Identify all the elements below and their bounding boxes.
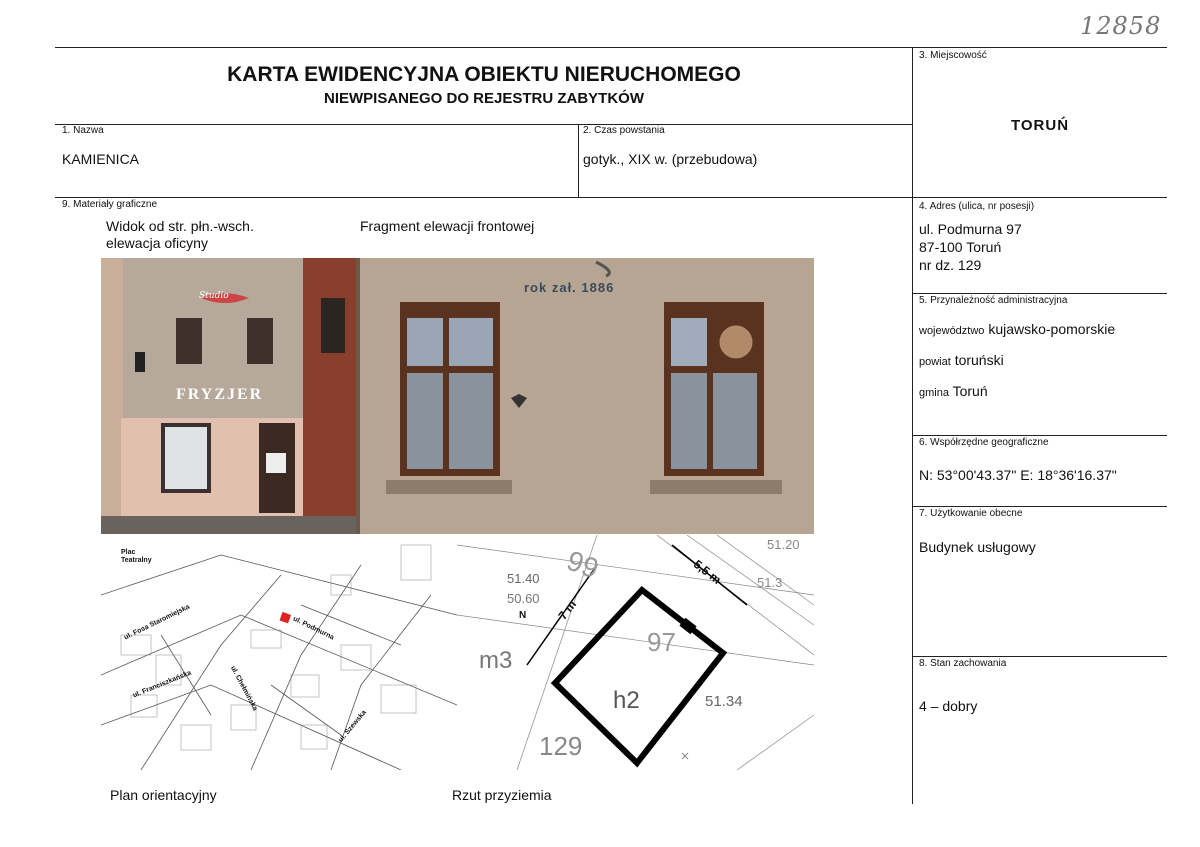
dim-7: 7 m xyxy=(555,597,580,623)
r-line-7 xyxy=(913,506,1167,507)
zone-code: m3 xyxy=(479,647,513,674)
map-place-line1: Plac xyxy=(121,549,136,556)
dim-5-5: 5,5 m xyxy=(690,557,724,587)
building-code: h2 xyxy=(613,687,640,714)
street-podmurna: ul. Podmurna xyxy=(291,615,336,642)
parcel-99: 99 xyxy=(562,544,603,585)
facade-date-text: rok zał. 1886 xyxy=(524,280,615,295)
widok-caption-line2: elewacja oficyny xyxy=(106,235,208,251)
height-5: 51.20 xyxy=(767,537,800,552)
studio-logo: Studio xyxy=(199,291,229,301)
photo-facade-side xyxy=(101,258,356,534)
stan-label: 8. Stan zachowania xyxy=(919,658,1007,669)
name-divider xyxy=(578,124,579,197)
nazwa-value: KAMIENICA xyxy=(62,151,140,167)
miejscowosc-value: TORUŃ xyxy=(1010,117,1070,134)
czas-value: gotyk., XIX w. (przebudowa) xyxy=(583,151,758,167)
r-line-5 xyxy=(913,293,1167,294)
north-arrow: N xyxy=(519,610,527,621)
shop-sign: FRYZJER xyxy=(176,386,264,403)
wojewodztwo-value: kujawsko-pomorskie xyxy=(988,321,1116,337)
map-drawing xyxy=(101,535,457,770)
r-line-6 xyxy=(913,435,1167,436)
top-border xyxy=(55,47,1167,48)
widok-caption xyxy=(106,218,254,252)
adres-label: 4. Adres (ulica, nr posesji) xyxy=(919,201,1035,212)
map-place-label xyxy=(121,549,152,565)
r-line-8 xyxy=(913,656,1167,657)
przynaleznosc-label: 5. Przynależność administracyjna xyxy=(919,295,1068,306)
plan-caption: Plan orientacyjny xyxy=(110,787,217,803)
uzytkowanie-label: 7. Użytkowanie obecne xyxy=(919,508,1023,519)
document-title: KARTA EWIDENCYJNA OBIEKTU NIERUCHOMEGO xyxy=(227,63,741,86)
wojewodztwo-row xyxy=(919,321,1115,337)
document-subtitle: NIEWPISANEGO DO REJESTRU ZABYTKÓW xyxy=(323,90,645,107)
right-column-divider xyxy=(912,47,913,804)
fragment-caption: Fragment elewacji frontowej xyxy=(360,218,535,234)
rzut-caption: Rzut przyziemia xyxy=(452,787,552,803)
facade-fragment-drawing xyxy=(356,258,814,534)
nazwa-label: 1. Nazwa xyxy=(62,125,104,136)
stan-value: 4 – dobry xyxy=(919,698,978,714)
powiat-value: toruński xyxy=(954,352,1004,368)
street-franciszkanska: ul. Franciszkańska xyxy=(131,669,193,700)
powiat-row xyxy=(919,352,1004,368)
gmina-row xyxy=(919,383,988,399)
materialy-label: 9. Materiały graficzne xyxy=(62,199,158,210)
header-bottom-line xyxy=(55,124,913,125)
czas-label: 2. Czas powstania xyxy=(583,125,665,136)
photo-facade-fragment xyxy=(356,258,814,534)
powiat-prefix: powiat xyxy=(919,356,951,368)
wspolrzedne-value: N: 53°00'43.37" E: 18°36'16.37" xyxy=(919,467,1117,483)
parcel-97: 97 xyxy=(647,627,676,657)
gmina-value: Toruń xyxy=(952,383,988,399)
height-1: 51.40 xyxy=(507,571,540,586)
gmina-prefix: gmina xyxy=(919,387,949,399)
name-row-bottom-line xyxy=(55,197,1167,198)
street-fosa: ul. Fosa Staromiejska xyxy=(123,603,191,642)
orientation-map xyxy=(101,535,457,770)
adres-line2: 87-100 Toruń xyxy=(919,239,1002,255)
height-4: 51.3 xyxy=(757,575,783,590)
parcel-129: 129 xyxy=(539,731,583,761)
uzytkowanie-value: Budynek usługowy xyxy=(919,539,1036,555)
wojewodztwo-prefix: województwo xyxy=(919,325,985,337)
wspolrzedne-label: 6. Współrzędne geograficzne xyxy=(919,437,1049,448)
archive-number: 12858 xyxy=(1080,12,1162,40)
miejscowosc-label: 3. Miejscowość xyxy=(919,50,987,61)
street-chelminska: ul. Chełmińska xyxy=(229,665,259,712)
street-szewska: ul. Szewska xyxy=(337,709,368,744)
height-3: 51.34 xyxy=(705,693,743,710)
height-2: 50.60 xyxy=(507,591,540,606)
adres-line3: nr dz. 129 xyxy=(919,257,982,273)
ground-floor-plan xyxy=(457,535,814,770)
adres-line1: ul. Podmurna 97 xyxy=(919,221,1022,237)
map-place-line2: Teatralny xyxy=(121,557,152,564)
widok-caption-line1: Widok od str. płn.-wsch. xyxy=(106,218,254,234)
